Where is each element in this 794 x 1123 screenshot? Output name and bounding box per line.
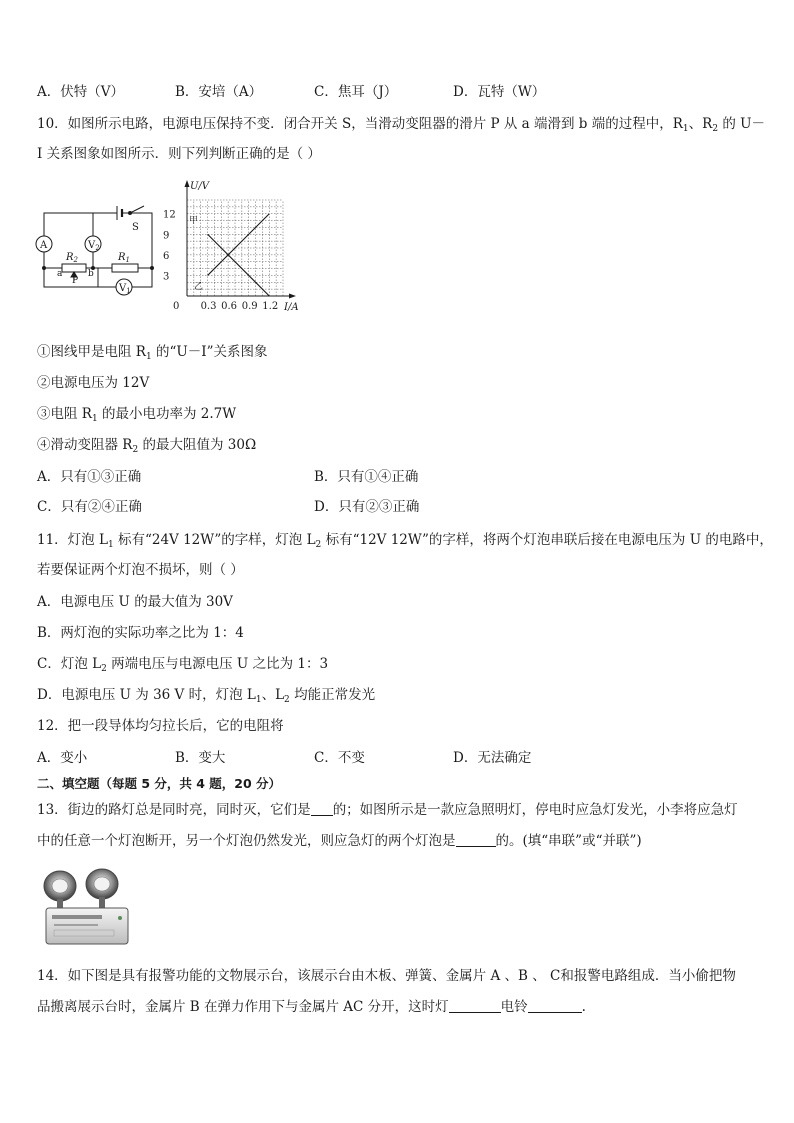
ui-graph xyxy=(160,176,305,316)
q11-option-d: D．电源电压 U 为 36 V 时，灯泡 $L_1$、$L_2$ 均能正常发光 xyxy=(37,687,376,705)
q9-option-c: C．焦耳（J） xyxy=(314,84,398,100)
q11-option-a: A．电源电压 U 的最大值为 30V xyxy=(37,594,233,610)
q10-stem-line2: I 关系图象如图所示．则下列判断正确的是（ ） xyxy=(37,146,321,162)
switch-lever xyxy=(130,206,144,213)
x-tick-labels xyxy=(173,301,278,312)
y-tick-labels xyxy=(163,210,176,283)
circuit-diagram xyxy=(34,180,162,300)
line-yi xyxy=(208,214,270,276)
q10-option-d: D．只有②③正确 xyxy=(314,499,420,515)
q9-option-b: B．安培（A） xyxy=(175,84,263,100)
lamp-panel xyxy=(54,930,114,936)
end-a-label: a xyxy=(57,269,63,279)
q14-line2: 品搬离展示台时，金属片 B 在弹力作用下与金属片 AC 分开，这时灯 电铃 . xyxy=(37,999,586,1015)
y-tick-label: 12 xyxy=(163,209,176,221)
q14-blank-2[interactable] xyxy=(528,998,582,1013)
r1-label: $R_1$ xyxy=(118,252,130,264)
y-tick-label: 6 xyxy=(163,250,170,262)
resistor-r1 xyxy=(112,264,138,272)
q10-statement-2: ②电源电压为 12V xyxy=(37,375,150,391)
right-lamp-bulb xyxy=(94,877,110,891)
y-axis-arrow xyxy=(185,180,190,187)
q13-line1: 13．街边的路灯总是同时亮，同时灭，它们是 的；如图所示是一款应急照明灯，停电时应急灯发光，小李将应急灯 xyxy=(37,802,738,818)
v1-label: $V_1$ xyxy=(119,283,131,295)
switch-pivot xyxy=(129,212,132,215)
q12-option-a: A．变小 xyxy=(37,750,88,766)
v2-label: $V_2$ xyxy=(88,240,100,252)
line-yi-label: 乙 xyxy=(194,282,204,292)
junction-left xyxy=(43,267,46,270)
line-jia xyxy=(208,234,270,296)
y-tick-label: 9 xyxy=(163,230,170,242)
lamp-indicator-light xyxy=(118,916,122,920)
q13-blank-2[interactable] xyxy=(456,832,496,847)
q10-statement-4: ④滑动变阻器 $R_2$ 的最大阻值为 30Ω xyxy=(37,437,257,455)
wire-top-left xyxy=(44,213,106,236)
q11-option-c: C．灯泡 $L_2$ 两端电压与电源电压 U 之比为 1：3 xyxy=(37,656,329,674)
lamp-text-strip xyxy=(54,924,98,926)
q12-option-c: C．不变 xyxy=(314,750,365,766)
ammeter-label: A xyxy=(40,240,48,251)
lamp-label-strip xyxy=(52,915,102,919)
q10-option-a: A．只有①③正确 xyxy=(37,469,142,485)
q10-statement-1: ①图线甲是电阻 $R_1$ 的“U－I”关系图象 xyxy=(37,344,268,362)
emergency-lamp-image xyxy=(40,868,132,950)
r2-label: $R_2$ xyxy=(66,252,78,264)
q13-line2: 中的任意一个灯泡断开，另一个灯泡仍然发光，则应急灯的两个灯泡是 的。(填“串联”或“并联”) xyxy=(37,833,642,849)
q10-statement-3: ③电阻 $R_1$ 的最小电功率为 2.7W xyxy=(37,406,237,424)
line-jia-label: 甲 xyxy=(189,216,199,226)
right-lamp-stand xyxy=(99,897,105,909)
x-axis-label: I/A xyxy=(284,302,299,313)
switch-label: S xyxy=(132,222,139,233)
x-axis-arrow xyxy=(289,294,296,299)
x-tick-label: 0.9 xyxy=(241,301,258,312)
x-tick-label: 0.3 xyxy=(200,301,217,312)
q12-option-b: B．变大 xyxy=(175,750,226,766)
q12-stem: 12．把一段导体均匀拉长后，它的电阻将 xyxy=(37,718,284,734)
end-b-label: b xyxy=(88,269,94,279)
q11-stem-line2: 若要保证两个灯泡不损坏，则（ ） xyxy=(37,562,244,578)
rheostat-r2 xyxy=(62,264,86,272)
x-tick-label: 0.6 xyxy=(221,301,238,312)
x-tick-label: 1.2 xyxy=(262,301,279,312)
section-2-heading: 二、填空题（每题 5 分，共 4 题，20 分） xyxy=(37,776,282,791)
q10-stem-line1: 10．如图所示电路，电源电压保持不变．闭合开关 S，当滑动变阻器的滑片 P 从 a 端滑到 b 端的过程中，$R_1$、$R_2$ 的 U－ xyxy=(37,116,766,134)
q10-option-b: B．只有①④正确 xyxy=(314,469,419,485)
q9-option-a: A．伏特（V） xyxy=(37,84,124,100)
left-lamp-bulb xyxy=(52,879,68,893)
q14-blank-1[interactable] xyxy=(449,998,501,1013)
slider-p-label: P xyxy=(72,276,79,286)
y-tick-label: 3 xyxy=(163,271,170,283)
q11-option-b: B．两灯泡的实际功率之比为 1：4 xyxy=(37,625,244,641)
q10-option-c: C．只有②④正确 xyxy=(37,499,142,515)
q14-line1: 14．如下图是具有报警功能的文物展示台，该展示台由木板、弹簧、金属片 A 、B 、 C和报警电路组成．当小偷把物 xyxy=(37,968,736,984)
x-tick-label: 0 xyxy=(173,301,180,312)
q13-blank-1[interactable] xyxy=(311,801,333,816)
q11-stem-line1: 11．灯泡 $L_1$ 标有“24V 12W”的字样，灯泡 $L_2$ 标有“12V 12W”的字样，将两个灯泡串联后接在电源电压为 U 的电路中， xyxy=(37,532,773,550)
y-axis-label: U/V xyxy=(190,181,210,192)
junction-right xyxy=(151,267,154,270)
q9-option-d: D．瓦特（W） xyxy=(453,84,546,100)
q12-option-d: D．无法确定 xyxy=(453,750,532,766)
